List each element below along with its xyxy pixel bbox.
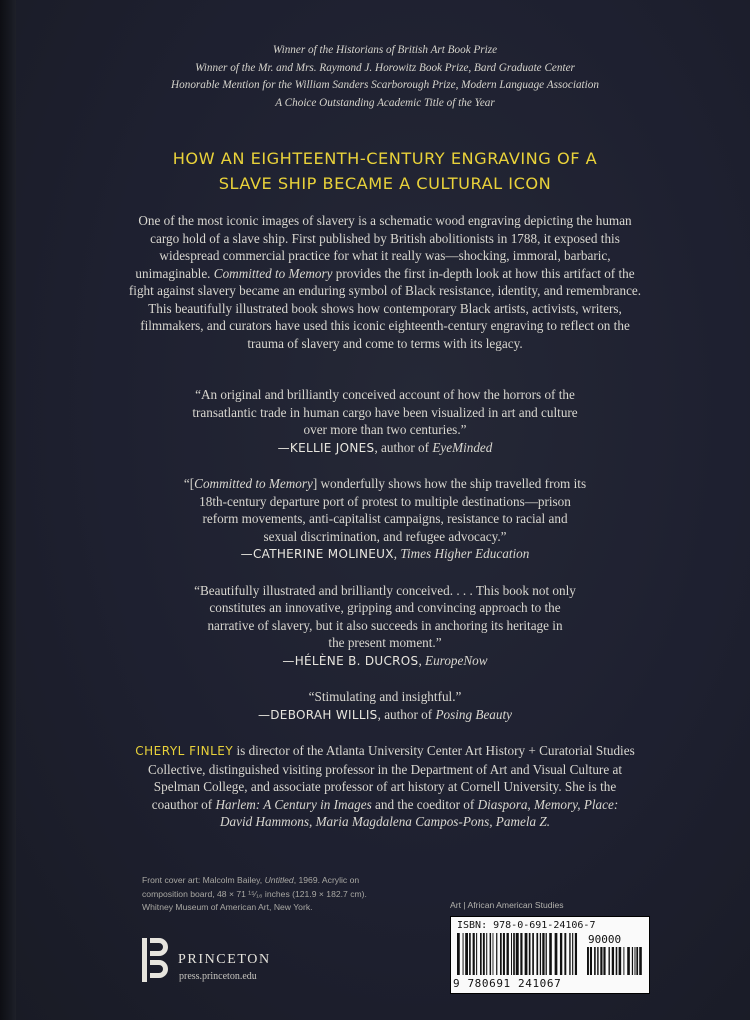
review-quote-ducros	[0, 582, 750, 671]
headline	[0, 146, 750, 196]
quote-attribution	[0, 439, 750, 458]
bio-line	[0, 796, 750, 814]
quote-line: “Beautifully illustrated and brilliantly conceived. . . . This book not only	[194, 582, 576, 598]
quote-attribution	[0, 545, 750, 564]
book-title-italic: Committed to Memory	[213, 265, 333, 281]
bio-line: Spelman College, and associate professor of art history at Cornell University. She is the	[153, 779, 617, 794]
reviewer-source: Times Higher Education	[400, 546, 530, 561]
reviewer-name: —DEBORAH WILLIS	[257, 707, 378, 722]
quote-line: “Stimulating and insightful.”	[308, 689, 462, 704]
quote-line: narrative of slavery, but it also succeeds in anchoring its heritage in	[207, 617, 563, 633]
isbn-number: ISBN: 978-0-691-24106-7	[457, 920, 596, 931]
quote-line: reform movements, anti-capitalist campaigns, resistance to racial and	[202, 511, 568, 526]
quote-line: transatlantic trade in human cargo have been visualized in art and culture	[192, 404, 578, 420]
quote-attribution	[0, 652, 750, 671]
reviewer-name: —KELLIE JONES	[277, 440, 375, 455]
quote-open: “[	[183, 476, 195, 491]
quote-line: over more than two centuries.”	[303, 422, 467, 437]
bio-line: Collective, distinguished visiting professor in the Department of Art and Visual Culture at	[147, 761, 622, 777]
publisher-block	[142, 938, 342, 986]
book-title-italic: Diaspora, Memory, Place:	[477, 796, 619, 812]
review-quote-jones	[0, 386, 750, 457]
reviewer-name: —HÉLÈNE B. DUCROS	[282, 653, 419, 668]
award-line: Winner of the Mr. and Mrs. Raymond J. Horowitz Book Prize, Bard Graduate Center	[195, 61, 575, 74]
quote-line: the present moment.”	[328, 635, 442, 650]
author-name: CHERYL FINLEY	[135, 744, 234, 758]
headline-line: SLAVE SHIP BECAME A CULTURAL ICON	[218, 174, 552, 193]
award-line: Honorable Mention for the William Sanders Scarborough Prize, Modern Language Association	[171, 79, 599, 91]
book-title-italic: Committed to Memory	[194, 476, 313, 491]
award-line: A Choice Outstanding Academic Title of the Year	[275, 96, 495, 109]
review-quote-molineux	[0, 475, 750, 564]
description-line: widespread commercial practice for what it really was—shocking, immoral, barbaric,	[159, 248, 611, 263]
reviewer-source: EyeMinded	[432, 439, 493, 455]
quote-line: “An original and brilliantly conceived account of how the horrors of the	[195, 387, 575, 402]
attribution-sep: ,	[418, 652, 426, 668]
review-quotes	[0, 386, 750, 742]
book-description	[0, 212, 750, 352]
credit-line	[142, 874, 372, 888]
description-line: fight against slavery became an enduring symbol of Black resistance, identity, and remembrance.	[128, 283, 642, 298]
cover-art-credit	[142, 874, 372, 915]
review-quote-willis	[0, 688, 750, 724]
reviewer-source: Posing Beauty	[435, 706, 513, 722]
description-line	[0, 265, 750, 283]
description-line: This beautifully illustrated book shows how contemporary Black artists, activists, writers,	[148, 300, 622, 316]
isbn-barcode	[450, 916, 650, 994]
description-line: trauma of slavery and come to terms with its legacy.	[247, 335, 523, 351]
credit-text: Front cover art: Malcolm Bailey,	[142, 875, 265, 885]
description-line: filmmakers, and curators have used this iconic eighteenth-century engraving to reflect on the	[140, 318, 630, 333]
credit-line: Whitney Museum of American Art, New York.	[142, 902, 313, 912]
quote-text: ] wonderfully shows how the ship travelled from its	[312, 476, 587, 491]
subject-category: Art | African American Studies	[450, 900, 564, 910]
quote-line: constitutes an innovative, gripping and convincing approach to the	[209, 600, 561, 615]
quote-attribution	[0, 706, 750, 725]
book-title-italic: Harlem: A Century in Images	[215, 796, 372, 812]
addon-barcode-icon	[587, 947, 643, 975]
author-bio	[0, 742, 750, 831]
award-line: Winner of the Historians of British Art Book Prize	[272, 44, 498, 56]
quote-line	[0, 475, 750, 493]
bio-text: is director of the Atlanta University Center Art History + Curatorial Studies	[233, 743, 635, 758]
headline-line: HOW AN EIGHTEENTH-CENTURY ENGRAVING OF A	[172, 149, 598, 168]
credit-text: , 1969. Acrylic on	[293, 875, 360, 885]
princeton-logo-icon	[142, 938, 170, 982]
credit-line: composition board, 48 × 71 ¹⁵⁄₁₆ inches (121.9 × 182.7 cm).	[142, 888, 367, 899]
description-line: One of the most iconic images of slavery is a schematic wood engraving depicting the human	[138, 213, 632, 228]
attribution-sep: ,	[393, 546, 401, 561]
attribution-sep: , author of	[377, 706, 436, 722]
bio-line	[0, 813, 750, 831]
price-code: 90000	[588, 933, 622, 946]
reviewer-source: EuropeNow	[425, 652, 488, 668]
description-text: provides the first in-depth look at how this artifact of the	[332, 265, 635, 281]
bio-line	[0, 742, 750, 761]
reviewer-name: —CATHERINE MOLINEUX	[240, 547, 394, 561]
awards-list	[0, 42, 750, 112]
book-title-italic: David Hammons, Maria Magdalena Campos-Pons, Pamela Z.	[219, 814, 551, 829]
description-line: cargo hold of a slave ship. First published by British abolitionists in 1788, it exposed this	[150, 230, 620, 246]
publisher-name: PRINCETON	[178, 952, 271, 967]
bio-text: coauthor of	[151, 796, 216, 812]
bio-text: and the coeditor of	[371, 796, 478, 812]
barcode-bars-icon	[457, 933, 579, 975]
quote-line: sexual discrimination, and refugee advocacy.”	[263, 528, 507, 544]
description-text: unimaginable.	[135, 265, 214, 281]
publisher-url: press.princeton.edu	[179, 971, 257, 982]
quote-line: 18th-century departure port of protest to multiple destinations—prison	[199, 493, 571, 509]
ean-digits: 9 780691 241067	[453, 977, 562, 990]
artwork-title: Untitled	[264, 875, 294, 885]
attribution-sep: , author of	[374, 439, 433, 455]
